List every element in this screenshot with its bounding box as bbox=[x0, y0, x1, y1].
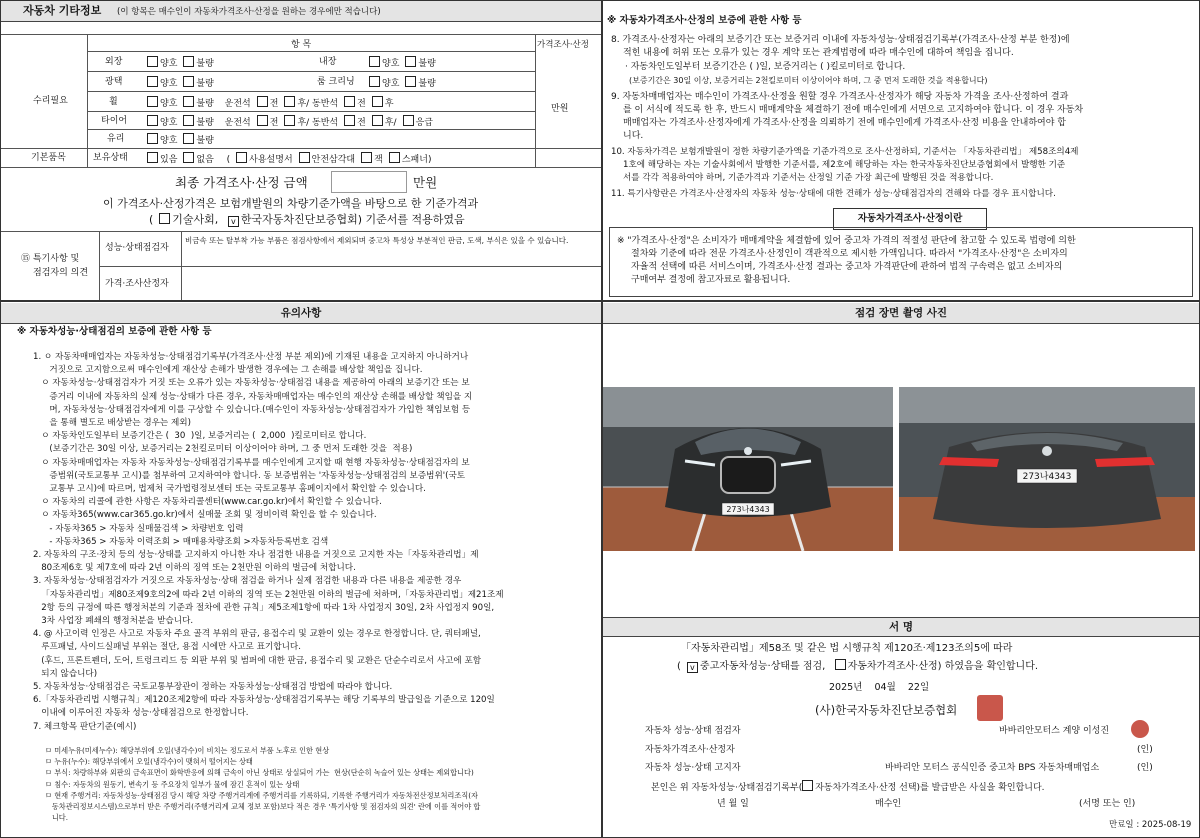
confirm-price-checkbox[interactable] bbox=[835, 659, 846, 670]
notice-criteria-line: ㅁ 침수: 자동차의 원동기, 변속기 등 주요장치 일부가 물에 잠긴 흔적이 있는 상태 bbox=[45, 779, 300, 789]
tire-passenger-front-checkbox[interactable] bbox=[344, 115, 355, 126]
price-label: 자동차가격조사·산정자 bbox=[645, 745, 735, 755]
rear-plate-text: 273나4343 bbox=[1022, 472, 1072, 482]
manual-checkbox[interactable] bbox=[236, 152, 247, 163]
special-label-1: ⑮ 특기사항 및 bbox=[21, 254, 80, 264]
special-inspector-text: 비금속 또는 탈부착 가능 부품은 점검사항에서 제외되며 중고차 특성상 부분적인 판금, 도색, 부식은 있을 수 있습니다. bbox=[185, 236, 569, 245]
notice-line: 증범위(국토교통부 고시)를 첨부하여 고지하여야 합니다. 동 보증범위는 '자동차성능·상태점검의 보증범위'(국토 bbox=[33, 470, 466, 481]
basis-kaidi-checkbox[interactable]: v bbox=[228, 216, 239, 227]
room-clean-label: 룸 크리닝 bbox=[317, 77, 355, 87]
photo-signature-section: 점검 장면 촬영 사진 273나4343 273나4343 서 명 「자동차관리법」제58조 및 같은 법 시행규칙 제120조·제123조의5에 따라 ( v 중고자동차성능·상태를 점검, 자동차가격조사·산정) 하였음을 확인합니다. 2025년 04월 22일 (사)한국자동차진단보증협회 자동차 성능·상태 점검자 바바리안모터스 계양 이성진 자동차가격조사·산정자 (인) 자동차 성능·상태 고지자 바바리안 모터스 공식인증 중고차 BPS 자동차매매업소 (인) 본인은 위 자동차성능·상태점검기록부( 자동차가격조사·산정 선택)를 발급받은 사실을 확인합니다. 년 월 일 매수인 (서명 또는 인) 만료일 : 2025-08-19 bbox=[603, 301, 1199, 837]
guarantee-item-8d: (보증기간은 30일 이상, 보증거리는 2천킬로미터 이상이어야 하며, 그 중 먼저 도래한 것을 적용합니다) bbox=[629, 76, 988, 85]
notice-line: 증거리 이내에 자동차의 실제 성능·상태가 다른 경우, 자동차매매업자는 매수인의 재산상 손해를 배상할 책임을 지 bbox=[33, 391, 473, 402]
notice-line: 1. ㅇ 자동차매매업자는 자동차성능·상태점검기록부(가격조사·산정 부분 제외)에 기재된 내용을 고지하지 아니하거나 bbox=[33, 352, 469, 362]
notice-subtitle: ※ 자동차성능·상태점검의 보증에 관한 사항 등 bbox=[17, 326, 212, 337]
notice-criteria-line: ㅁ 부식: 차량하부와 외판의 금속표면이 화학반응에 의해 금속이 아닌 상태로 상실되어 가는 현상(단순히 녹슬어 있는 상태는 제외합니다) bbox=[45, 768, 474, 778]
notice-line: 교통부 고시)에 따르며, 법제처 국가법령정보센터 또는 국토교통부 홈페이지에서 확인할 수 있습니다. bbox=[33, 484, 426, 495]
other-info-note: (이 항목은 매수인이 자동차가격조사·산정을 원하는 경우에만 적습니다) bbox=[117, 7, 381, 17]
notice-line: ㅇ 자동차의 리콜에 관한 사항은 자동차리콜센터(www.car.go.kr)에서 확인할 수 있습니다. bbox=[33, 497, 382, 508]
notice-line: 「자동차관리법」제80조제9호의2에 따라 2년 이하의 징역 또는 2천만원 이하의 벌금에 처하며,「자동차관리법」제21조제 bbox=[33, 589, 504, 600]
notice-criteria-line: ㅁ 미세누유(미세누수): 해당부위에 오일(냉각수)이 비치는 정도로서 부품 노후로 인한 현상 bbox=[45, 746, 330, 755]
notice-line: 6.「자동차관리법 시행규칙」제120조제2항에 따라 자동차성능·상태점검기록부는 해당 기록부의 발급일을 기준으로 120일 bbox=[33, 695, 495, 706]
notice-line: - 자동차365 > 자동차 이력조회 > 매매용차량조회 >자동차등록번호 검색 bbox=[33, 536, 329, 547]
guarantee-title: ※ 자동차가격조사·산정의 보증에 관한 사항 등 bbox=[607, 15, 802, 26]
wheel-passenger-front-checkbox[interactable] bbox=[344, 96, 355, 107]
other-info-section: 자동차 기타정보 (이 항목은 매수인이 자동차가격조사·산정을 원하는 경우에만 적습니다) 항 목 가격조사·산정 수리필요 기본품목 만원 외장 양호 불량 내장 양호 불량 광택 양호 불량 룸 크리닝 양호 불량 휠 양호 불량 운전석 전 후/ 동반석 전 후 타이어 양호 불량 운전석 전 후/ 동반석 전 후/ 응급 유리 양호 불량 보유상태 있음 없음 ( 사용설명서 안전삼각대 잭 스패너) 최종 가격조사·산정 금액 만원 이 가격조사·산정가격은 보험개발원의 차량기준가액을 바탕으로 한 기준가격과 ( 기술사회, v 한국자동차진단보증협회) 기준서를 적용하였음 ⑮ 특기사항 및 점검자의 의견 성능·상태점검자 비금속 또는 탈부착 가능 부품은 점검사항에서 제외되며 중고차 특성상 부분적인 판금, 도색, 부식은 있을 수 있습니다. 가격·조사산정자 bbox=[1, 1, 601, 300]
notifier-value: 바바리안 모터스 공식인증 중고차 BPS 자동차매매업소 bbox=[885, 763, 1100, 773]
final-amount-field[interactable] bbox=[331, 171, 407, 193]
interior-bad-checkbox[interactable] bbox=[405, 56, 416, 67]
tire-driver-front-checkbox[interactable] bbox=[257, 115, 268, 126]
notice-line: (후드, 프론트펜더, 도어, 트렁크리드 등 외판 부위 및 범퍼에 대한 판금, 용접수리 및 교환은 단순수리로서 사고에 포함 bbox=[33, 655, 482, 666]
retention-no-checkbox[interactable] bbox=[183, 152, 194, 163]
notice-criteria-line: ㅁ 현재 주행거리: 자동차성능·상태점검 당시 해당 차량 주행거리계에 주행거리를 기록하되, 기록한 주행거리가 자동차전산정보처리조직(자 bbox=[45, 790, 478, 800]
notice-criteria bbox=[45, 745, 595, 823]
notice-line: 거짓으로 고지함으로써 매수인에게 재산상 손해가 발생한 경우에는 그 손해를 배상할 책임을 집니다. bbox=[33, 365, 423, 376]
notice-line: (보증기간은 30일 이상, 보증거리는 2천킬로미터 이상이어야 하며, 그 중 먼저 도래한 것을 적용) bbox=[33, 444, 413, 455]
notice-criteria-line: 동차관리정보시스템)으로부터 받은 주행거리(주행거리계 교체 정보 포함)보다 적은 경우 '특기사항 및 점검자의 의견' 란에 이를 적어야 합 bbox=[45, 802, 481, 812]
gloss-bad-checkbox[interactable] bbox=[183, 76, 194, 87]
signature-org: (사)한국자동차진단보증협회 bbox=[815, 703, 958, 717]
guarantee-item-8b: 적힌 내용에 허위 또는 오류가 있는 경우 계약 또는 관계법령에 따라 매수인에 대하여 책임을 집니다. bbox=[623, 48, 1014, 58]
special-price-label: 가격·조사산정자 bbox=[105, 279, 169, 289]
guarantee-item-10b: 1호에 해당하는 자는 기술사회에서 발행한 기준서를, 제2호에 해당하는 자는 한국자동차진단보증협회에서 발행한 기준 bbox=[623, 160, 1066, 170]
notice-criteria-line: 니다. bbox=[45, 813, 69, 823]
notice-line: 며, 자동차성능·상태점검자에게 이를 구상할 수 있습니다.(매수인이 자동차성능·상태점검자가 가입한 책임보험 등 bbox=[33, 404, 471, 415]
inspector-label: 자동차 성능·상태 점검자 bbox=[645, 726, 741, 736]
tire-driver-rear-checkbox[interactable] bbox=[284, 115, 295, 126]
definition-line-4: 구매여부 결정에 참고자료로 활용됩니다. bbox=[631, 275, 791, 285]
guarantee-item-10c: 서를 각각 적용하여야 하며, 기준가격과 기준서는 산정일 기준 가장 최근에 발행된 것을 적용합니다. bbox=[623, 173, 994, 183]
rear-car-image bbox=[899, 387, 1195, 551]
wheel-passenger-rear-checkbox[interactable] bbox=[372, 96, 383, 107]
notice-line: ㅇ 자동차매매업자는 자동차 자동차성능·상태점검기록부를 매수인에게 고지할 때 현행 자동차성능·상태점검자의 보 bbox=[33, 457, 470, 468]
glass-bad-checkbox[interactable] bbox=[183, 133, 194, 144]
col-item-header: 항 목 bbox=[291, 40, 312, 50]
basis-line1: 이 가격조사·산정가격은 보험개발원의 차량기준가액을 바탕으로 한 기준가격과 bbox=[103, 197, 479, 210]
exterior-bad-checkbox[interactable] bbox=[183, 56, 194, 67]
notice-line: - 자동차365 > 자동차 실매물검색 > 차량번호 입력 bbox=[33, 523, 244, 534]
notice-title: 유의사항 bbox=[1, 303, 601, 324]
repair-needed-label: 수리필요 bbox=[33, 96, 68, 106]
glass-label: 유리 bbox=[107, 134, 125, 144]
price-guarantee-section bbox=[603, 1, 1199, 300]
interior-good-checkbox[interactable] bbox=[369, 56, 380, 67]
signature-date: 2025년 04월 22일 bbox=[829, 682, 930, 693]
tire-label: 타이어 bbox=[101, 116, 128, 126]
retention-yes-checkbox[interactable] bbox=[147, 152, 158, 163]
notice-line: 이내에 이루어진 자동차 성능·상태점검으로 한정합니다. bbox=[33, 708, 249, 719]
exterior-good-checkbox[interactable] bbox=[147, 56, 158, 67]
photo-title: 점검 장면 촬영 사진 bbox=[603, 303, 1199, 324]
notice-line: 5. 자동차성능·상태점검은 국토교통부장관이 정하는 자동차성능·상태점검 방법에 따라야 합니다. bbox=[33, 682, 393, 693]
guarantee-item-9: 9. 자동차매매업자는 매수인이 가격조사·산정을 원할 경우 가격조사·산정자가 해당 자동차 가격을 조사·산정하여 결과 bbox=[611, 92, 1069, 102]
signature-title: 서 명 bbox=[603, 618, 1199, 637]
signature-law-line: 「자동차관리법」제58조 및 같은 법 시행규칙 제120조·제123조의5에 따라 bbox=[681, 643, 1013, 654]
receipt-price-checkbox[interactable] bbox=[802, 780, 813, 791]
wheel-driver-rear-checkbox[interactable] bbox=[284, 96, 295, 107]
wheel-bad-checkbox[interactable] bbox=[183, 96, 194, 107]
rear-car-photo bbox=[899, 387, 1195, 551]
gloss-good-checkbox[interactable] bbox=[147, 76, 158, 87]
tire-passenger-rear-checkbox[interactable] bbox=[372, 115, 383, 126]
jack-checkbox[interactable] bbox=[361, 152, 372, 163]
guarantee-item-9c: 매매업자는 가격조사·산정자에게 가격조사·산정을 의뢰하기 전에 매수인에게 가격조사·산정 비용을 안내하여야 합 bbox=[623, 118, 1066, 128]
notifier-seal: (인) bbox=[1137, 763, 1153, 773]
notice-line: 되지 않습니다) bbox=[33, 668, 98, 679]
notice-line: 3차 사업장 폐쇄의 행정처분을 받습니다. bbox=[33, 616, 194, 627]
inspector-value: 바바리안모터스 계양 이성진 bbox=[999, 726, 1110, 736]
guarantee-item-8c: · 자동차인도일부터 보증기간은 ( )일, 보증거리는 ( )킬로미터로 합니다. bbox=[625, 62, 906, 72]
basic-items-label: 기본품목 bbox=[31, 153, 66, 163]
front-car-photo bbox=[603, 387, 893, 551]
col-price-header: 가격조사·산정 bbox=[537, 40, 589, 50]
buyer-sign: (서명 또는 인) bbox=[1079, 799, 1136, 809]
buyer-label: 매수인 bbox=[875, 799, 902, 809]
notifier-label: 자동차 성능·상태 고지자 bbox=[645, 763, 741, 773]
interior-label: 내장 bbox=[319, 57, 337, 67]
wheel-label: 휠 bbox=[109, 97, 118, 107]
spanner-checkbox[interactable] bbox=[389, 152, 400, 163]
guarantee-item-10: 10. 자동차가격은 보험개발원이 정한 차량기준가액을 기준가격으로 조사·산정하되, 기준서는 「자동차관리법」 제58조의4제 bbox=[611, 147, 1079, 157]
wheel-driver-front-checkbox[interactable] bbox=[257, 96, 268, 107]
special-inspector-label: 성능·상태점검자 bbox=[105, 243, 169, 253]
other-info-title: 자동차 기타정보 bbox=[23, 4, 102, 17]
tire-good-checkbox[interactable] bbox=[147, 115, 158, 126]
org-seal-stamp bbox=[977, 695, 1003, 721]
notice-line: ㅇ 자동차성능·상태점검자가 거짓 또는 오류가 있는 자동차성능·상태점검 내용을 제공하여 아래의 보증기간 또는 보 bbox=[33, 378, 470, 389]
notice-body bbox=[33, 351, 593, 734]
definition-line-2: 절차와 기준에 따라 전문 가격조사·산정인이 객관적으로 제시한 가액입니다. 따라서 "가격조사·산정"은 소비자의 bbox=[631, 249, 1068, 259]
gloss-label: 광택 bbox=[105, 77, 123, 87]
notice-criteria-line: ㅁ 누유(누수): 해당부위에서 오일(냉각수)이 맺혀서 떨어지는 상태 bbox=[45, 757, 253, 767]
price-seal: (인) bbox=[1137, 745, 1153, 755]
notice-section bbox=[1, 301, 601, 837]
notice-line: 2항 등의 규정에 따른 행정처분의 기준과 절차에 관한 규칙」제5조제1항에 따라 1차 사업정지 30일, 2차 사업정지 90일, bbox=[33, 602, 495, 613]
notice-line: 3. 자동차성능·상태점검자가 거짓으로 자동차성능·상태 점검을 하거나 실제 점검한 내용과 다른 내용을 제공한 경우 bbox=[33, 576, 462, 587]
room-clean-bad-checkbox[interactable] bbox=[405, 76, 416, 87]
tire-emergency-checkbox[interactable] bbox=[403, 115, 414, 126]
price-unit: 만원 bbox=[551, 104, 569, 114]
wheel-good-checkbox[interactable] bbox=[147, 96, 158, 107]
triangle-checkbox[interactable] bbox=[299, 152, 310, 163]
guarantee-item-9b: 를 이 서식에 적도록 한 후, 반드시 매매계약을 체결하기 전에 매수인에게 서면으로 고지하여야 합니다. 이 경우 자동차 bbox=[623, 105, 1084, 115]
notice-line: 80조제6호 및 제7호에 따라 2년 이하의 징역 또는 2천만원 이하의 벌금에 처합니다. bbox=[33, 563, 356, 574]
special-label-2: 점검자의 의견 bbox=[33, 268, 89, 278]
guarantee-item-9d: 니다. bbox=[623, 131, 644, 141]
front-plate-text: 273나4343 bbox=[726, 505, 770, 514]
inspector-seal bbox=[1131, 720, 1149, 738]
definition-line-3: 자율적 선택에 따른 서비스이며, 가격조사·산정 결과는 중고차 가격판단에 관하여 법적 구속력은 없고 소비자의 bbox=[631, 262, 1063, 272]
definition-title: 자동차가격조사·산정이란 bbox=[833, 208, 987, 230]
notice-line: 2. 자동차의 구조·장치 등의 성능·상태를 고지하지 아니한 자나 점검한 내용을 거짓으로 고지한 자는「자동차관리법」제 bbox=[33, 550, 479, 561]
notice-line: ㅇ 자동차365(www.car365.go.kr)에서 실매물 조회 및 정비이력 확인을 할 수 있습니다. bbox=[33, 510, 377, 521]
definition-line-1: ※ "가격조사·산정"은 소비자가 매매계약을 체결함에 있어 중고차 가격의 적절성 판단에 참고할 수 있도록 법령에 의한 bbox=[617, 236, 1076, 246]
guarantee-item-11: 11. 특기사항란은 가격조사·산정자의 자동차 성능·상태에 대한 견해가 성능·상태점검자의 견해와 다를 경우 표시합니다. bbox=[611, 189, 1056, 199]
notice-line: 을 통해 별도로 배상받는 경우는 제외) bbox=[33, 418, 191, 429]
retention-label: 보유상태 bbox=[93, 153, 128, 163]
expiry-date: 만료일 : 2025-08-19 bbox=[1109, 820, 1192, 830]
front-car-image bbox=[603, 387, 893, 551]
final-amount-unit: 만원 bbox=[413, 175, 438, 190]
notice-line: 4. @ 사고이력 인정은 사고로 자동차 주요 골격 부위의 판금, 용접수리 및 교환이 있는 경우로 한정합니다. 단, 쿼터패널, bbox=[33, 629, 481, 640]
confirm-inspection-checkbox[interactable]: v bbox=[687, 662, 698, 673]
glass-good-checkbox[interactable] bbox=[147, 133, 158, 144]
notice-line: 루프패널, 사이드실패널 부위는 절단, 용접 시에만 사고로 표기합니다. bbox=[33, 642, 301, 653]
exterior-label: 외장 bbox=[105, 57, 123, 67]
notice-line: ㅇ 자동차인도일부터 보증기간은 ( 30 )일, 보증거리는 ( 2,000 )킬로미터로 합니다. bbox=[33, 431, 367, 442]
basis-tech-checkbox[interactable] bbox=[159, 213, 170, 224]
notice-line: 7. 체크항목 판단기준(예시) bbox=[33, 721, 137, 732]
final-amount-label: 최종 가격조사·산정 금액 bbox=[175, 175, 308, 190]
buyer-date: 년 월 일 bbox=[717, 799, 749, 809]
tire-bad-checkbox[interactable] bbox=[183, 115, 194, 126]
guarantee-item-8: 8. 가격조사·산정자는 아래의 보증기간 또는 보증거리 이내에 자동차성능·상태점검기록부(가격조사·산정 부분 한정)에 bbox=[611, 35, 1070, 45]
room-clean-good-checkbox[interactable] bbox=[369, 76, 380, 87]
